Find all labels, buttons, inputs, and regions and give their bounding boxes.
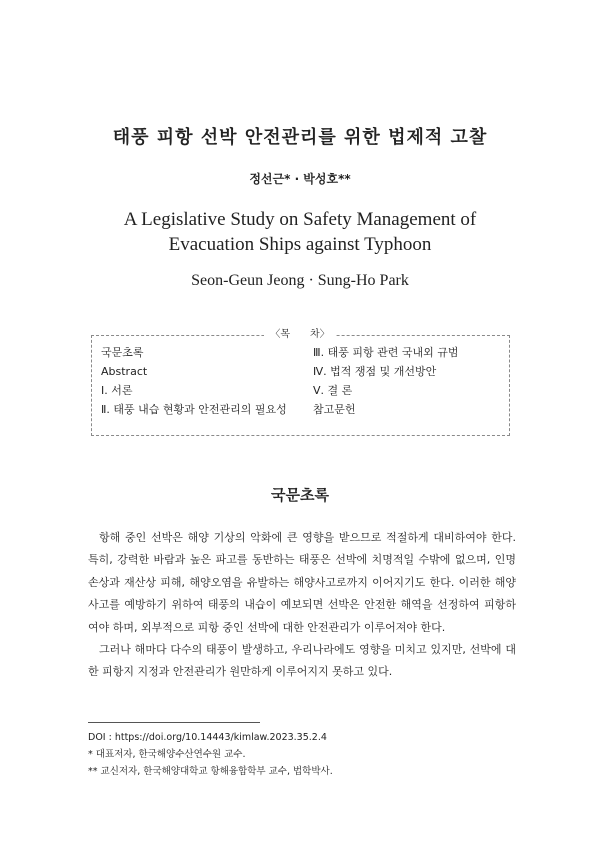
korean-authors: 정선근* · 박성호** [249, 172, 351, 186]
toc-item: Ⅴ. 결 론 [313, 384, 353, 397]
abstract-heading: 국문초록 [271, 486, 329, 504]
toc-item: Ⅳ. 법적 쟁점 및 개선방안 [313, 365, 437, 378]
korean-title: 태풍 피항 선박 안전관리를 위한 법제적 고찰 [112, 127, 488, 148]
footnote-author-1: * 대표저자, 한국해양수산연수원 교수. [88, 749, 246, 760]
footnote-divider [88, 722, 260, 723]
table-of-contents-header [0, 325, 600, 340]
english-title-line-1: A Legislative Study on Safety Management of [123, 209, 477, 230]
toc-item: 국문초록 [101, 346, 144, 359]
toc-left-column [101, 343, 287, 419]
english-authors: Seon-Geun Jeong · Sung-Ho Park [191, 272, 409, 289]
footnote-doi: DOI : https://doi.org/10.14443/kimlaw.2023.35.2.4 [88, 732, 327, 743]
abstract-paragraph: 항해 중인 선박은 해양 기상의 악화에 큰 영향을 받으므로 적절하게 대비하여야 한다. 특히, 강력한 바람과 높은 파고를 동반하는 태풍은 선박에 치명적일 수밖에 없으며, 인명 손상과 재산상 피해, 해양오염을 유발하는 해양사고로까지 이어지기도 한다. 이러한 해양사고를 예방하기 위하여 태풍의 내습이 예보되면 선박은 안전한 해역을 선정하여 피항하여야 하며, 외부적으로 피항 중인 선박에 대한 안전관리가 이루어져야 한다. [88, 531, 516, 634]
toc-item: Ⅲ. 태풍 피항 관련 국내외 규범 [313, 346, 459, 359]
footnotes [88, 729, 333, 780]
footnote-author-2: ** 교신저자, 한국해양대학교 항해융합학부 교수, 법학박사. [88, 766, 333, 777]
toc-item: 참고문헌 [313, 403, 356, 416]
abstract-body [88, 527, 516, 684]
toc-item: Abstract [101, 365, 148, 378]
english-title [0, 207, 600, 257]
abstract-paragraph: 그러나 해마다 다수의 태풍이 발생하고, 우리나라에도 영향을 미치고 있지만, 선박에 대한 피항지 지정과 안전관리가 원만하게 이루어지지 못하고 있다. [88, 643, 516, 679]
english-title-line-2: Evacuation Ships against Typhoon [168, 234, 432, 255]
toc-item: Ⅱ. 태풍 내습 현황과 안전관리의 필요성 [101, 403, 287, 416]
toc-item: Ⅰ. 서론 [101, 384, 133, 397]
toc-header-label: 〈목 차〉 [264, 329, 335, 340]
toc-right-column [313, 343, 458, 419]
